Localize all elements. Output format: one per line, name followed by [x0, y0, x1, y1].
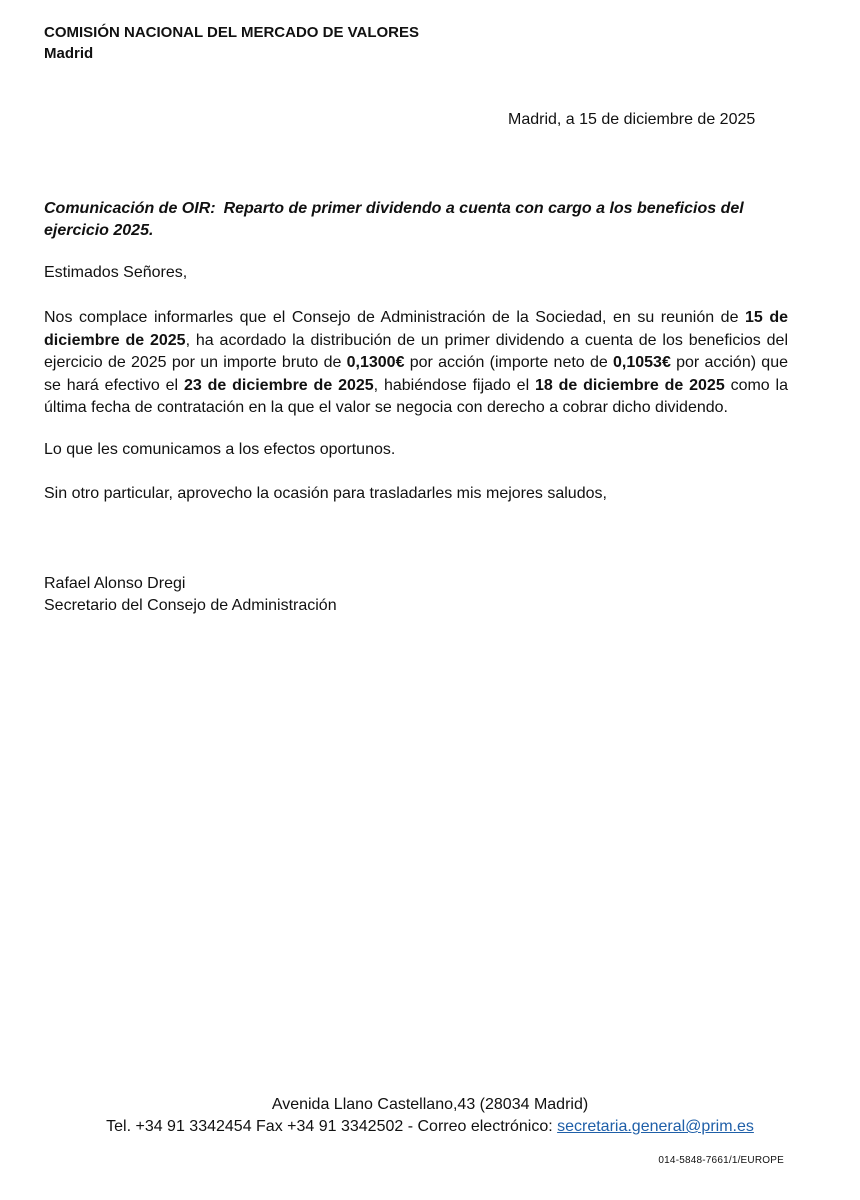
closing-line-1: Lo que les comunicamos a los efectos oportunos.	[44, 441, 396, 458]
subject-label: Comunicación de OIR:	[44, 200, 216, 217]
page-footer	[0, 1094, 860, 1138]
payment-date: 23 de diciembre de 2025	[183, 376, 374, 394]
body-text-4: por acción) que se hará efectivo el	[44, 354, 788, 394]
recipient-block	[44, 22, 419, 64]
recipient-organization: COMISIÓN NACIONAL DEL MERCADO DE VALORES	[44, 24, 420, 41]
signature-block	[44, 573, 337, 617]
subject-text: Reparto de primer dividendo a cuenta con cargo a los beneficios del ejercicio 2025.	[44, 200, 744, 239]
signatory-title: Secretario del Consejo de Administración	[44, 597, 337, 614]
gross-amount: 0,1300€	[346, 354, 405, 371]
body-text-5: , habiéndose fijado el	[373, 376, 535, 394]
salutation: Estimados Señores,	[44, 264, 188, 281]
document-reference-code: 014-5848-7661/1/EUROPE	[658, 1155, 784, 1166]
dateline: Madrid, a 15 de diciembre de 2025	[508, 111, 756, 128]
footer-address: Avenida Llano Castellano,43 (28034 Madrid)	[271, 1096, 589, 1113]
footer-contact-text: Tel. +34 91 3342454 Fax +34 91 3342502 - Correo electrónico:	[106, 1118, 558, 1135]
net-amount: 0,1053€	[613, 354, 671, 371]
body-paragraph	[44, 307, 788, 420]
body-text-3: por acción (importe neto de	[404, 354, 613, 371]
subject-line	[44, 198, 804, 242]
signatory-name: Rafael Alonso Dregi	[44, 575, 186, 592]
closing-line-2: Sin otro particular, aprovecho la ocasión para trasladarles mis mejores saludos,	[44, 485, 607, 502]
meeting-date: 15 de diciembre de 2025	[44, 309, 788, 349]
body-text-6: como la última fecha de contratación en la que el valor se negocia con derecho a cobrar dicho dividendo.	[44, 376, 789, 416]
last-trading-date: 18 de diciembre de 2025	[534, 376, 725, 394]
footer-contact	[0, 1116, 860, 1138]
body-text-2: , ha acordado la distribución de un primer dividendo a cuenta de los beneficios del ejercicio de 2025 por un importe bruto de	[44, 331, 788, 371]
body-text-1: Nos complace informarles que el Consejo de Administración de la Sociedad, en su reunión de	[44, 309, 745, 326]
email-link[interactable]: secretaria.general@prim.es	[557, 1118, 754, 1135]
recipient-city: Madrid	[44, 45, 94, 62]
